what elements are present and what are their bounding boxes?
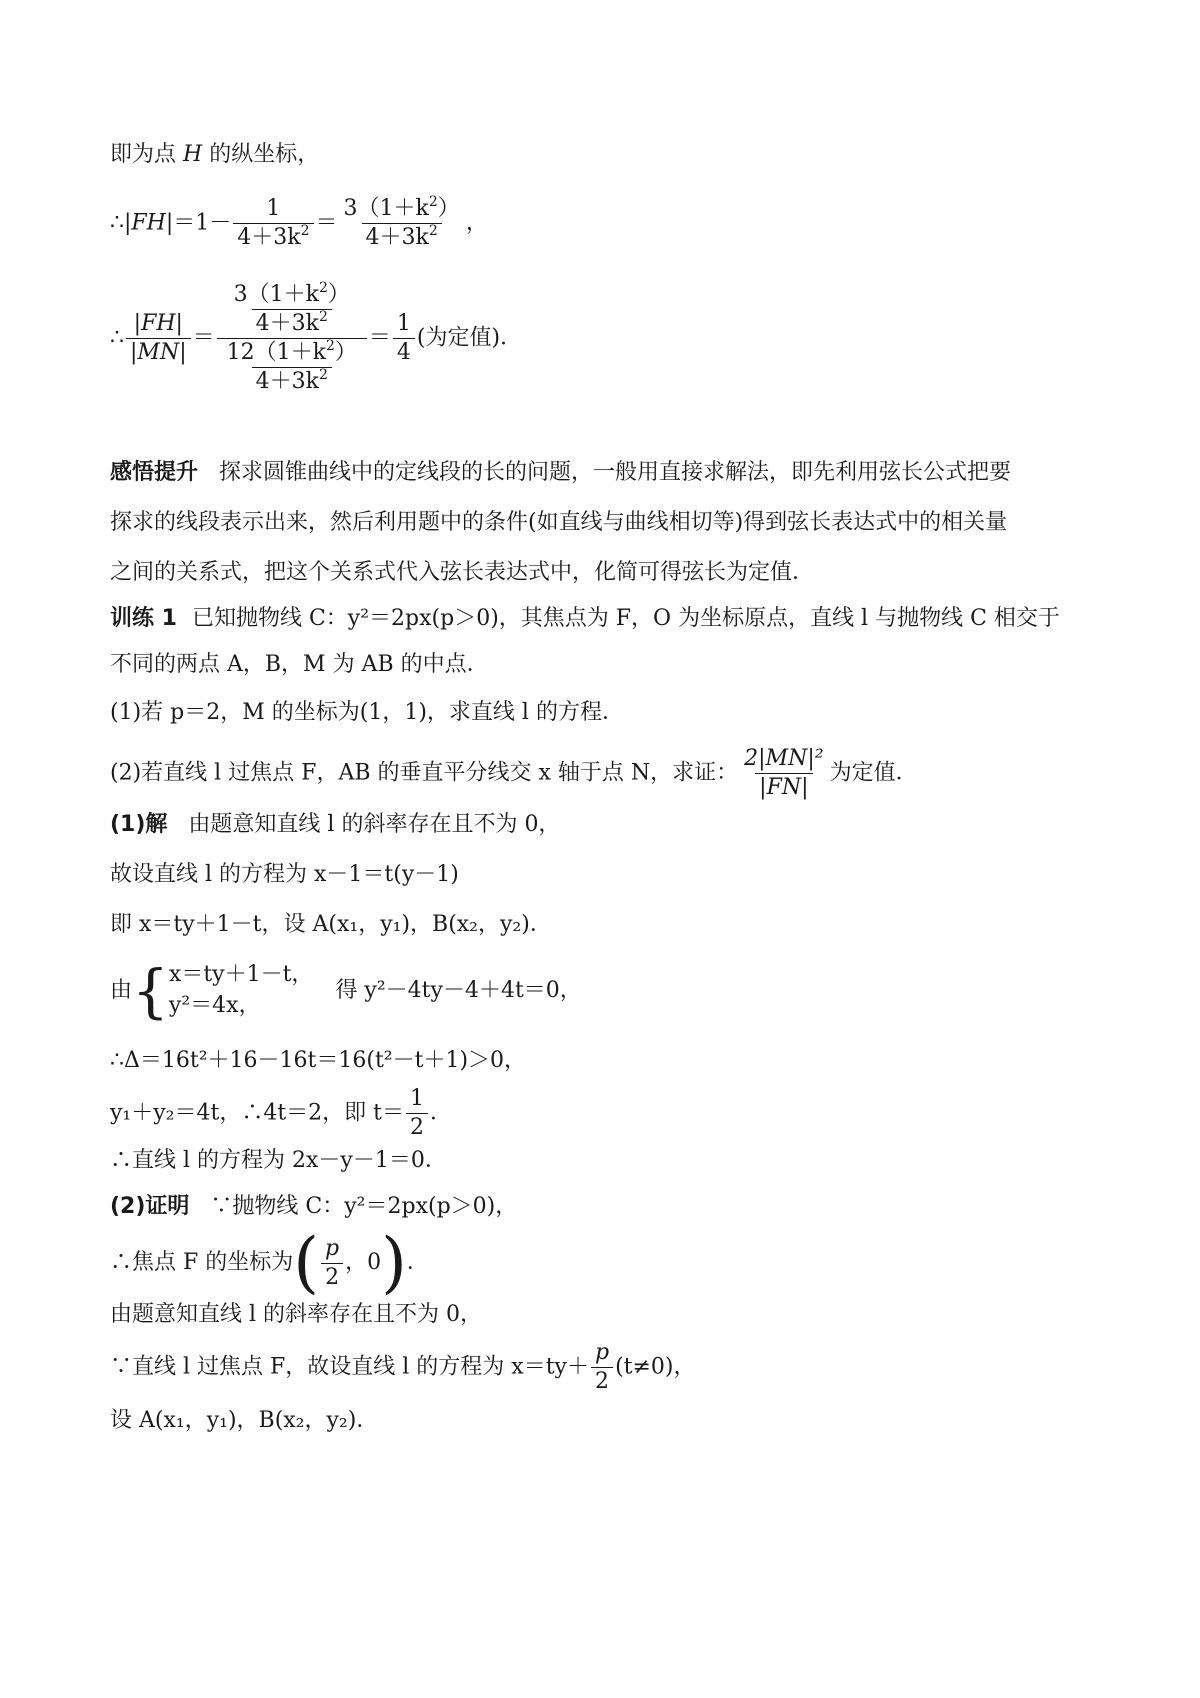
denominator: |MN|	[126, 338, 191, 364]
numerator: 1	[266, 196, 281, 221]
complex-fraction	[217, 280, 367, 394]
text: 由	[110, 977, 133, 1003]
equation-system	[110, 956, 582, 1025]
set-points-line: 设 A(x₁，y₁)，B(x₂，y₂)．	[110, 1408, 379, 1433]
solution-1-line-2: 故设直线 l 的方程为 x－1＝t(y－1)	[110, 862, 459, 887]
exponent: 2	[325, 338, 335, 354]
training-line-2: 不同的两点 A，B，M 为 AB 的中点．	[110, 652, 489, 677]
numerator	[224, 280, 360, 338]
text: ）	[327, 282, 350, 307]
system-row: x＝ty＋1－t，	[168, 962, 314, 987]
line-through-focus	[110, 1342, 696, 1393]
training-label: 训练 1	[110, 606, 177, 631]
proof-label: (2)证明	[110, 1194, 190, 1219]
numerator: p	[594, 1340, 610, 1365]
denominator: 4	[393, 338, 415, 364]
text: 3（1＋k	[343, 196, 429, 221]
exponent: 2	[318, 367, 328, 383]
text: 12（1＋k	[226, 340, 326, 365]
text: 4＋3k	[255, 369, 319, 394]
numerator: 1	[410, 1086, 425, 1111]
text: ）	[437, 196, 460, 221]
text: ∵直线 l 过焦点 F，故设直线 l 的方程为 x＝ty＋	[110, 1354, 589, 1380]
denominator	[252, 367, 332, 393]
fraction	[230, 280, 354, 336]
exponent: 2	[428, 194, 438, 210]
text: ∴焦点 F 的坐标为	[110, 1250, 294, 1275]
denominator: 2	[321, 1263, 343, 1289]
fraction	[340, 194, 464, 250]
numerator	[230, 280, 354, 309]
insight-label: 感悟提升	[110, 460, 199, 485]
text: ∵抛物线 C：y²＝2px(p＞0)，	[210, 1194, 518, 1219]
proof-line-1	[110, 1196, 517, 1218]
text: H	[183, 142, 203, 167]
left-paren: (	[293, 1224, 320, 1301]
insight-line-2: 探求的线段表示出来，然后利用题中的条件(如直线与曲线相切等)得到弦长表达式中的相关量	[110, 510, 1008, 535]
exponent: 2	[318, 309, 328, 325]
text: ，	[465, 210, 488, 236]
solution-label: (1)解	[110, 812, 168, 837]
text: ＝	[368, 325, 391, 351]
fh-equation	[110, 194, 488, 250]
text: 由题意知直线 l 的斜率存在且不为 0，	[188, 812, 561, 837]
system-row: y²＝4x，	[168, 992, 261, 1018]
numerator: 2|MN|²	[744, 746, 824, 771]
insight-line-3: 之间的关系式，把这个关系式代入弦长表达式中，化简可得弦长为定值．	[110, 560, 815, 585]
delta-line: ∴Δ＝16t²＋16－16t＝16(t²－t＋1)＞0，	[110, 1048, 527, 1073]
sum-line	[110, 1088, 452, 1139]
ratio-equation	[110, 280, 523, 394]
text: ＝	[315, 210, 338, 236]
text: 探求圆锥曲线中的定线段的长的问题，一般用直接求解法，即先利用弦长公式把要	[219, 460, 1012, 485]
question-1: (1)若 p＝2，M 的坐标为(1，1)，求直线 l 的方程．	[110, 700, 624, 725]
text: 得 y²－4ty－4＋4t＝0，	[335, 977, 582, 1003]
fraction	[393, 313, 415, 364]
fraction	[406, 1088, 428, 1139]
denominator	[217, 338, 367, 393]
text: 即为点	[110, 142, 177, 167]
line-h-ordinate	[110, 144, 319, 166]
text: 4＋3k	[237, 225, 301, 250]
therefore-symbol: ∴	[110, 325, 124, 351]
numerator: |FH|	[133, 311, 183, 336]
fraction	[321, 1235, 343, 1290]
solution-1-line-3: 即 x＝ty＋1－t，设 A(x₁，y₁)，B(x₂，y₂)．	[110, 912, 552, 937]
fraction	[126, 313, 191, 364]
fraction	[233, 198, 313, 249]
system-rows	[169, 960, 314, 1022]
text: 3（1＋k	[233, 282, 319, 307]
exponent: 2	[318, 280, 328, 296]
question-2	[110, 748, 918, 799]
left-brace: {	[132, 956, 169, 1025]
denominator	[362, 223, 442, 249]
denominator: |FN|	[755, 773, 812, 799]
insight-line-1	[110, 462, 1011, 484]
focus-line	[110, 1224, 429, 1301]
text: 4＋3k	[255, 311, 319, 336]
text: ＝	[192, 325, 215, 351]
text: 4＋3k	[365, 225, 429, 250]
fraction	[591, 1342, 613, 1393]
text: |FH|	[124, 210, 174, 236]
text: 为定值．	[829, 760, 918, 786]
slope-line: 由题意知直线 l 的斜率存在且不为 0，	[110, 1302, 483, 1327]
text: ）	[334, 340, 357, 365]
text: ＝1－	[173, 210, 232, 236]
text: 的纵坐标，	[209, 142, 320, 167]
fraction	[223, 338, 361, 394]
text: ．	[430, 1100, 453, 1126]
right-paren: )	[381, 1224, 407, 1301]
denominator	[233, 223, 313, 249]
numerator: 1	[396, 311, 411, 336]
denominator: 2	[591, 1367, 613, 1393]
line-equation-result: ∴直线 l 的方程为 2x－y－1＝0．	[110, 1148, 447, 1173]
fraction	[740, 748, 827, 799]
text: (t≠0)，	[615, 1354, 696, 1380]
text: 已知抛物线 C：y²＝2px(p＞0)，其焦点为 F，O 为坐标原点，直线 l 与抛物线 C 相交于	[191, 606, 1060, 631]
text: ，0	[345, 1250, 382, 1275]
therefore-symbol: ∴	[110, 210, 124, 236]
training-line-1	[110, 608, 1060, 630]
exponent: 2	[300, 223, 310, 239]
numerator	[340, 194, 464, 223]
denominator: 2	[406, 1113, 428, 1139]
exponent: 2	[428, 223, 438, 239]
text: (为定值)．	[416, 325, 523, 351]
numerator	[223, 338, 361, 367]
solution-1-line-1	[110, 814, 560, 836]
denominator	[252, 309, 332, 335]
text: y₁＋y₂＝4t，∴4t＝2，即 t＝	[110, 1100, 405, 1126]
numerator: p	[325, 1235, 340, 1261]
text: ．	[406, 1250, 429, 1275]
text: (2)若直线 l 过焦点 F，AB 的垂直平分线交 x 轴于点 N，求证：	[110, 760, 739, 786]
